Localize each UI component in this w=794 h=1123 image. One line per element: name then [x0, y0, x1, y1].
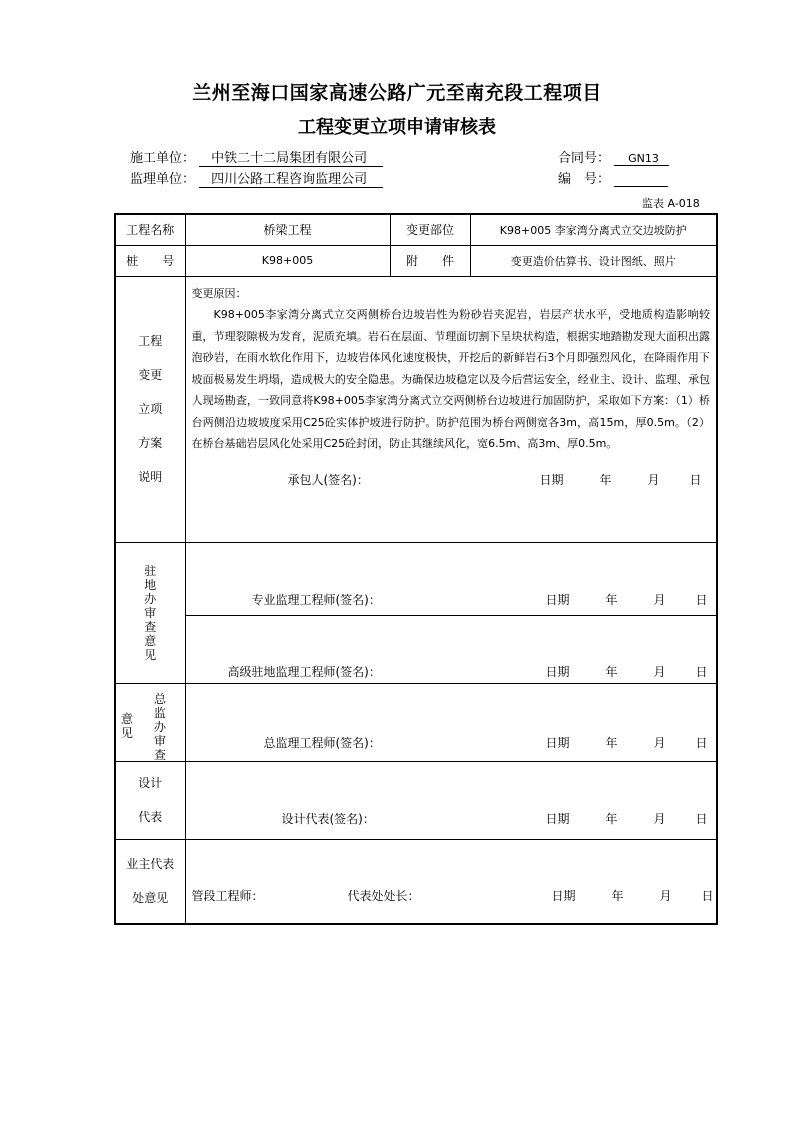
office-head-sign: 代表处处长：: [347, 888, 420, 903]
year-label: 年: [605, 664, 618, 679]
day-label: 日: [701, 888, 714, 903]
contract-no-value: GN13: [614, 152, 669, 166]
plan-label-1: 工程: [138, 334, 163, 348]
project-name-value: 桥梁工程: [185, 214, 390, 245]
chief-engineer-cell: [185, 683, 717, 761]
form-title: 工程变更立项申请审核表: [298, 117, 496, 138]
supervisor-value: 四川公路工程咨询监理公司: [199, 172, 383, 188]
pro-engineer-cell: [185, 542, 717, 615]
change-reason: [186, 277, 717, 455]
contractor-line: [130, 147, 383, 166]
pro-engineer-sign: 专业监理工程师(签名)：: [251, 592, 381, 607]
attachment-value: 变更造价估算书、设计图纸、照片: [470, 245, 717, 276]
date-label: 日期: [545, 811, 570, 826]
contract-no-line: [558, 147, 669, 166]
owner-cell: [185, 839, 717, 924]
plan-label-2: 变更: [138, 368, 163, 382]
date-label: 日期: [539, 472, 564, 487]
reason-text: K98+005李家湾分离式立交两侧桥台边坡岩性为粉砂岩夹泥岩，岩层产状水平，受地质构造影响较重，节理裂隙极为发育，泥质充填。岩石在层面、节理面切割下呈块状构造，根据实地踏勘发现大面积出露泡砂岩，在雨水软化作用下，边坡岩体风化速度极快，开挖后的新鲜岩石3个月即强烈风化，在降雨作用下坡面极易发生坍塌，造成极大的安全隐患。为确保边坡稳定以及今后营运安全，经业主、设计、监理、承包人现场勘查，一致同意将K98+005李家湾分离式立交两侧桥台边坡进行加固防护，采取如下方案：（1）桥台两侧沿边坡坡度采用C25砼实体护坡进行防护。防护范围为桥台两侧宽各3m，高15m，厚0.5m。（2）在桥台基础岩层风化处采用C25砼封闭，防止其继续风化，宽6.5m、高3m、厚0.5m。: [191, 308, 710, 450]
year-label: 年: [605, 592, 618, 607]
chief-office-text: 总监办审查: [153, 691, 166, 762]
day-label: 日: [689, 472, 702, 487]
owner-label: [115, 839, 185, 924]
design-label-1: 设计: [138, 776, 163, 790]
contract-no-label: 合同号：: [558, 151, 611, 166]
section-engineer-sign: 管段工程师：: [191, 888, 264, 903]
plan-label-4: 方案: [138, 436, 163, 450]
design-cell: [185, 761, 717, 839]
stake-label: 桩 号: [115, 245, 185, 276]
day-label: 日: [695, 592, 708, 607]
chief-engineer-sign: 总监理工程师(签名)：: [263, 735, 381, 750]
month-label: 月: [653, 592, 666, 607]
date-label: 日期: [545, 592, 570, 607]
number-line: [558, 168, 668, 187]
supervisor-line: [130, 168, 383, 187]
plan-description-cell: [185, 276, 717, 542]
change-location-label: 变更部位: [390, 214, 470, 245]
year-label: 年: [599, 472, 612, 487]
document-title: 兰州至海口国家高速公路广元至南充段工程项目: [192, 82, 602, 104]
resident-office-text: 驻地办审查意见: [144, 563, 157, 662]
reason-title: 变更原因：: [191, 286, 247, 300]
plan-label-5: 说明: [138, 470, 163, 484]
month-label: 月: [653, 735, 666, 750]
month-label: 月: [647, 472, 660, 487]
project-name-label: 工程名称: [115, 214, 185, 245]
contractor-sign-label: 承包人(签名)：: [287, 472, 369, 487]
owner-label-1: 业主代表: [126, 857, 175, 872]
month-label: 月: [653, 811, 666, 826]
change-location-value: K98+005 李家湾分离式立交边坡防护: [470, 214, 717, 245]
number-label: 编 号：: [558, 172, 611, 187]
approval-form-table: [114, 213, 718, 925]
senior-engineer-cell: [185, 615, 717, 683]
chief-office-label: [115, 683, 185, 761]
day-label: 日: [695, 735, 708, 750]
month-label: 月: [659, 888, 672, 903]
form-code: 监表 A-018: [642, 197, 700, 210]
month-label: 月: [653, 664, 666, 679]
date-label: 日期: [545, 664, 570, 679]
contractor-value: 中铁二十二局集团有限公司: [199, 151, 383, 167]
year-label: 年: [605, 735, 618, 750]
date-label: 日期: [545, 735, 570, 750]
attachment-label: 附 件: [390, 245, 470, 276]
resident-office-label: [115, 542, 185, 683]
contractor-signature-row: [186, 463, 717, 503]
design-label-2: 代表: [138, 810, 163, 824]
date-label: 日期: [551, 888, 576, 903]
owner-label-2: 处意见: [132, 891, 169, 906]
day-label: 日: [695, 811, 708, 826]
plan-label-3: 立项: [138, 402, 163, 416]
supervisor-label: 监理单位：: [130, 172, 196, 187]
senior-engineer-sign: 高级驻地监理工程师(签名)：: [227, 664, 381, 679]
year-label: 年: [605, 811, 618, 826]
number-value: [614, 172, 668, 187]
contractor-label: 施工单位：: [130, 151, 196, 166]
design-sign: 设计代表(签名)：: [281, 811, 375, 826]
day-label: 日: [695, 664, 708, 679]
plan-description-label: [115, 276, 185, 542]
chief-office-text2: 意见: [120, 711, 133, 740]
year-label: 年: [611, 888, 624, 903]
stake-value: K98+005: [185, 245, 390, 276]
design-label: [115, 761, 185, 839]
